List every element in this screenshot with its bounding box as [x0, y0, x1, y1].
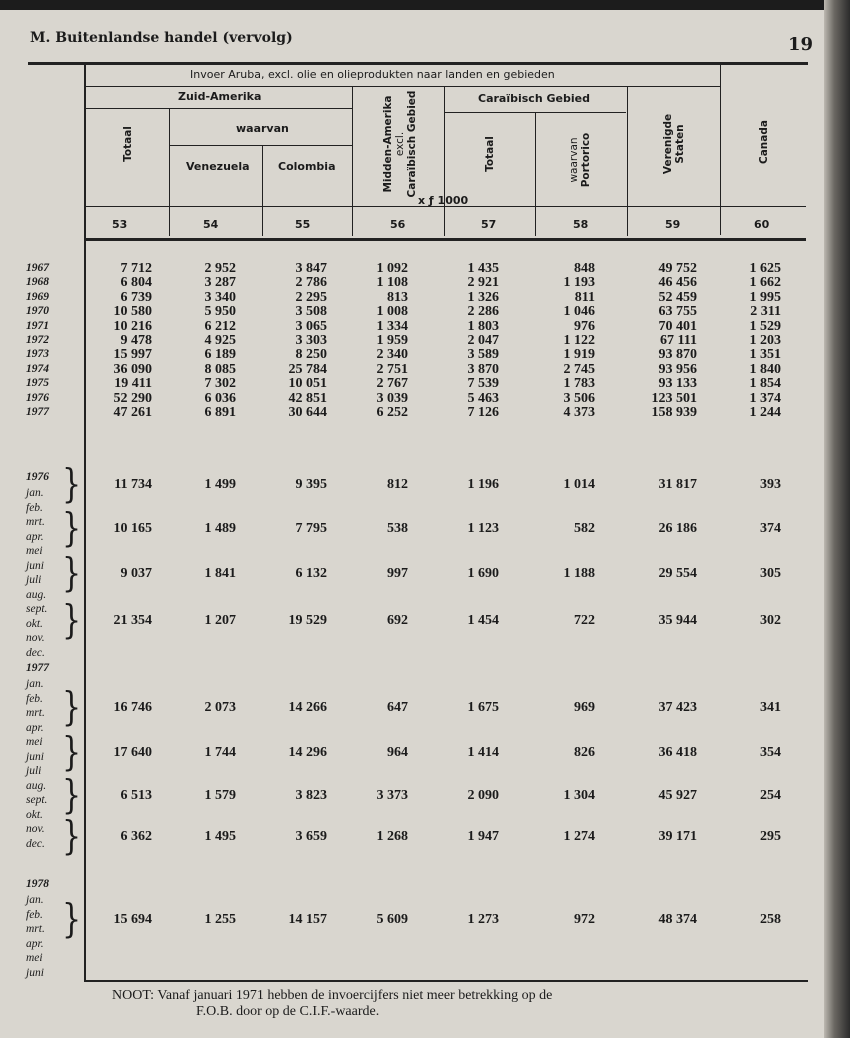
table-cell: 7 539 — [467, 376, 499, 392]
group-caraibisch: Caraïbisch Gebied — [478, 92, 590, 105]
table-cell: 692 — [387, 613, 408, 628]
col-verenigde-staten: Verenigde Staten — [662, 113, 686, 175]
table-cell: 1 919 — [563, 347, 595, 363]
row-month-label: mrt. — [26, 516, 45, 528]
table-cell: 5 463 — [467, 390, 499, 406]
table-cell: 9 037 — [120, 566, 152, 581]
table-cell: 6 252 — [376, 405, 408, 420]
table-cell: 39 171 — [658, 829, 697, 844]
table-cell: 30 644 — [288, 405, 327, 420]
column-number: 57 — [481, 218, 497, 231]
row-month-label: mei — [26, 952, 43, 964]
table-cell: 14 266 — [288, 700, 327, 715]
row-year-label: 1974 — [26, 362, 49, 375]
col-totaal-za: Totaal — [122, 126, 134, 162]
table-cell: 15 997 — [113, 347, 152, 363]
table-cell: 813 — [387, 289, 408, 305]
table-cell: 4 373 — [563, 405, 595, 420]
table-cell: 2 286 — [467, 304, 499, 320]
row-month-label: feb. — [26, 501, 43, 514]
table-cell: 997 — [387, 566, 408, 581]
row-year-label: 1977 — [26, 406, 49, 418]
row-month-label: juli — [26, 765, 42, 777]
table-cell: 46 456 — [658, 275, 697, 291]
table-cell: 3 508 — [295, 304, 327, 320]
table-cell: 1 495 — [204, 829, 236, 844]
row-month-label: jan. — [26, 894, 44, 906]
row-month-label: apr. — [26, 530, 44, 543]
row-month-label: apr. — [26, 937, 44, 950]
table-cell: 14 296 — [288, 745, 327, 760]
table-cell: 3 065 — [295, 318, 327, 334]
row-month-label: sept. — [26, 794, 48, 806]
table-cell: 17 640 — [113, 745, 152, 760]
scan-border — [0, 0, 850, 10]
header-bottom-rule — [86, 238, 806, 241]
row-year-label: 1976 — [26, 391, 49, 404]
table-cell: 31 817 — [658, 477, 697, 492]
row-month-label: mrt. — [26, 923, 45, 935]
col-portorico: waarvan Portorico — [568, 132, 592, 188]
table-cell: 1 435 — [467, 261, 499, 276]
table-cell: 976 — [574, 318, 595, 334]
table-cell: 1 662 — [749, 275, 781, 291]
table-cell: 1 625 — [749, 261, 781, 276]
table-cell: 305 — [760, 566, 781, 581]
table-cell: 52 290 — [113, 390, 152, 406]
table-cell: 1 744 — [204, 745, 236, 760]
table-cell: 538 — [387, 521, 408, 536]
table-cell: 2 340 — [376, 347, 408, 363]
table-cell: 1 841 — [204, 566, 236, 581]
table-cell: 42 851 — [288, 390, 327, 406]
table-cell: 1 092 — [376, 261, 408, 276]
table-cell: 354 — [760, 745, 781, 760]
table-cell: 3 870 — [467, 361, 499, 377]
col-totaal-cg: Totaal — [484, 136, 496, 172]
section-title: M. Buitenlandse handel (vervolg) — [30, 30, 293, 46]
table-cell: 21 354 — [113, 613, 152, 628]
table-cell: 3 823 — [295, 788, 327, 803]
table-cell: 10 051 — [288, 376, 327, 392]
row-month-label: okt. — [26, 808, 43, 821]
table-cell: 3 847 — [295, 261, 327, 276]
row-month-label: sept. — [26, 603, 48, 615]
table-cell: 1 304 — [563, 788, 595, 803]
table-cell: 582 — [574, 521, 595, 536]
table-cell: 6 132 — [295, 566, 327, 581]
table-cell: 1 489 — [204, 521, 236, 536]
table-cell: 647 — [387, 700, 408, 715]
table-cell: 254 — [760, 788, 781, 803]
table-cell: 1 203 — [749, 333, 781, 348]
table-cell: 1 854 — [749, 376, 781, 392]
row-month-label: aug. — [26, 588, 47, 601]
footnote-line-1: NOOT: Vanaf januari 1971 hebben de invoercijfers niet meer betrekking op de — [112, 988, 553, 1003]
table-cell: 67 111 — [660, 333, 697, 348]
table-cell: 302 — [760, 613, 781, 628]
column-number: 58 — [573, 218, 589, 231]
table-cell: 10 216 — [113, 318, 152, 334]
table-cell: 1 273 — [467, 912, 499, 927]
table-cell: 1 123 — [467, 521, 499, 536]
row-month-label: juni — [26, 750, 44, 763]
table-cell: 1 188 — [563, 566, 595, 581]
row-year-label: 1967 — [26, 262, 49, 274]
table-cell: 9 395 — [295, 477, 327, 492]
table-cell: 1 783 — [563, 376, 595, 392]
row-month-label: juni — [26, 559, 44, 572]
table-cell: 1 255 — [204, 912, 236, 927]
quarter-brace-icon: } — [62, 597, 82, 644]
row-month-label: nov. — [26, 632, 45, 644]
table-cell: 1 334 — [376, 318, 408, 334]
table-cell: 2 751 — [376, 361, 408, 377]
row-month-label: juli — [26, 574, 42, 586]
col-colombia: Colombia — [278, 160, 336, 173]
row-month-label: dec. — [26, 837, 45, 850]
table-cell: 1 244 — [749, 405, 781, 420]
table-cell: 6 739 — [120, 289, 152, 305]
quarter-brace-icon: } — [62, 505, 82, 552]
row-year-label: 1970 — [26, 305, 49, 318]
row-year-label: 1976 — [26, 471, 49, 483]
table-cell: 1 454 — [467, 613, 499, 628]
row-year-label: 1978 — [26, 878, 49, 890]
table-cell: 2 921 — [467, 275, 499, 291]
row-year-label: 1972 — [26, 334, 49, 346]
table-cell: 6 212 — [204, 318, 236, 334]
table-cell: 1 414 — [467, 745, 499, 760]
row-year-label: 1973 — [26, 348, 49, 361]
row-year-label: 1977 — [26, 662, 49, 674]
table-cell: 2 295 — [295, 289, 327, 305]
table-cell: 15 694 — [113, 912, 152, 927]
table-cell: 25 784 — [288, 361, 327, 377]
row-month-label: okt. — [26, 617, 43, 630]
table-cell: 6 362 — [120, 829, 152, 844]
table-cell: 6 804 — [120, 275, 152, 291]
row-month-label: aug. — [26, 779, 47, 792]
table-cell: 722 — [574, 613, 595, 628]
table-cell: 969 — [574, 700, 595, 715]
table-cell: 1 046 — [563, 304, 595, 320]
table-cell: 1 499 — [204, 477, 236, 492]
table-cell: 19 411 — [114, 376, 152, 392]
table-cell: 35 944 — [658, 613, 697, 628]
row-year-label: 1971 — [26, 319, 49, 332]
column-number: 60 — [754, 218, 770, 231]
table-cell: 295 — [760, 829, 781, 844]
table-cell: 3 373 — [376, 788, 408, 803]
table-cell: 6 189 — [204, 347, 236, 363]
table-cell: 93 870 — [658, 347, 697, 363]
table-cell: 3 659 — [295, 829, 327, 844]
table-cell: 5 950 — [204, 304, 236, 320]
table-cell: 1 193 — [563, 275, 595, 291]
col-canada: Canada — [758, 120, 770, 164]
table-cell: 10 580 — [113, 304, 152, 320]
table-title: Invoer Aruba, excl. olie en olieprodukten naar landen en gebieden — [190, 68, 555, 81]
table-cell: 4 925 — [204, 333, 236, 348]
table-cell: 45 927 — [658, 788, 697, 803]
table-cell: 2 311 — [750, 304, 781, 320]
table-cell: 8 250 — [295, 347, 327, 363]
table-cell: 2 090 — [467, 788, 499, 803]
table-cell: 158 939 — [651, 405, 697, 420]
table-cell: 26 186 — [658, 521, 697, 536]
table-cell: 19 529 — [288, 613, 327, 628]
table-cell: 2 047 — [467, 333, 499, 348]
table-cell: 812 — [387, 477, 408, 492]
row-month-label: jan. — [26, 487, 44, 499]
group-zuid-amerika: Zuid-Amerika — [178, 90, 262, 103]
quarter-brace-icon: } — [62, 461, 82, 508]
table-cell: 7 795 — [295, 521, 327, 536]
table-cell: 3 039 — [376, 390, 408, 406]
table-cell: 1 374 — [749, 390, 781, 406]
footnote-line-2: F.O.B. door op de C.I.F.-waarde. — [196, 1004, 380, 1019]
table-cell: 36 090 — [113, 361, 152, 377]
row-month-label: mrt. — [26, 707, 45, 719]
table-cell: 374 — [760, 521, 781, 536]
table-cell: 2 952 — [204, 261, 236, 276]
table-cell: 393 — [760, 477, 781, 492]
table-cell: 3 589 — [467, 347, 499, 363]
table-cell: 52 459 — [658, 289, 697, 305]
quarter-brace-icon: } — [62, 896, 82, 943]
table-cell: 1 675 — [467, 700, 499, 715]
table-cell: 63 755 — [658, 304, 697, 320]
table-cell: 1 207 — [204, 613, 236, 628]
bottom-rule — [86, 980, 808, 982]
table-cell: 1 108 — [376, 275, 408, 291]
quarter-brace-icon: } — [62, 729, 82, 776]
table-cell: 826 — [574, 745, 595, 760]
row-month-label: feb. — [26, 908, 43, 921]
table-cell: 2 786 — [295, 275, 327, 291]
table-cell: 123 501 — [651, 390, 697, 406]
table-cell: 6 036 — [204, 390, 236, 406]
table-cell: 811 — [574, 289, 595, 305]
table-cell: 848 — [574, 261, 595, 276]
table-cell: 37 423 — [658, 700, 697, 715]
table-cell: 1 014 — [563, 477, 595, 492]
row-year-label: 1968 — [26, 276, 49, 289]
table-cell: 7 302 — [204, 376, 236, 392]
table-cell: 6 891 — [204, 405, 236, 420]
column-number: 53 — [112, 218, 128, 231]
table-cell: 1 995 — [749, 289, 781, 305]
quarter-brace-icon: } — [62, 684, 82, 731]
quarter-brace-icon: } — [62, 550, 82, 597]
column-number: 55 — [295, 218, 311, 231]
table-cell: 7 126 — [467, 405, 499, 420]
table-cell: 5 609 — [376, 912, 408, 927]
table-cell: 6 513 — [120, 788, 152, 803]
table-cell: 1 351 — [749, 347, 781, 363]
table-cell: 1 529 — [749, 318, 781, 334]
page-number: 19 — [788, 34, 814, 55]
column-number: 54 — [203, 218, 219, 231]
table-cell: 1 122 — [563, 333, 595, 348]
row-month-label: dec. — [26, 646, 45, 659]
table-cell: 7 712 — [120, 261, 152, 276]
row-month-label: jan. — [26, 678, 44, 690]
table-cell: 964 — [387, 745, 408, 760]
col-midden-amerika: Midden-Amerika excl. Caraïbisch Gebied — [382, 90, 418, 198]
table-cell: 1 008 — [376, 304, 408, 320]
table-cell: 3 340 — [204, 289, 236, 305]
table-cell: 1 840 — [749, 361, 781, 377]
table-cell: 47 261 — [113, 405, 152, 420]
table-cell: 49 752 — [658, 261, 697, 276]
row-month-label: apr. — [26, 721, 44, 734]
table-cell: 1 579 — [204, 788, 236, 803]
table-cell: 1 274 — [563, 829, 595, 844]
table-cell: 29 554 — [658, 566, 697, 581]
table-cell: 3 287 — [204, 275, 236, 291]
quarter-brace-icon: } — [62, 813, 82, 860]
col-venezuela: Venezuela — [186, 160, 250, 173]
table-cell: 1 803 — [467, 318, 499, 334]
table-cell: 1 690 — [467, 566, 499, 581]
table-cell: 8 085 — [204, 361, 236, 377]
row-month-label: nov. — [26, 823, 45, 835]
unit-label: x ƒ 1000 — [418, 194, 469, 207]
table-cell: 70 401 — [658, 318, 697, 334]
quarter-brace-icon: } — [62, 772, 82, 819]
table-cell: 1 196 — [467, 477, 499, 492]
row-year-label: 1975 — [26, 377, 49, 390]
table-cell: 48 374 — [658, 912, 697, 927]
table-cell: 11 734 — [114, 477, 152, 492]
table-cell: 3 303 — [295, 333, 327, 348]
table-cell: 2 767 — [376, 376, 408, 392]
table-cell: 1 326 — [467, 289, 499, 305]
table-cell: 2 745 — [563, 361, 595, 377]
row-month-label: mei — [26, 545, 43, 557]
table-cell: 341 — [760, 700, 781, 715]
row-year-label: 1969 — [26, 290, 49, 303]
row-month-label: juni — [26, 966, 44, 979]
row-month-label: feb. — [26, 692, 43, 705]
table-cell: 93 956 — [658, 361, 697, 377]
table-cell: 2 073 — [204, 700, 236, 715]
column-number: 56 — [390, 218, 406, 231]
table-cell: 14 157 — [288, 912, 327, 927]
table-cell: 16 746 — [113, 700, 152, 715]
table-cell: 1 268 — [376, 829, 408, 844]
top-rule — [28, 62, 808, 65]
table-cell: 1 947 — [467, 829, 499, 844]
group-waarvan: waarvan — [236, 122, 289, 135]
row-month-label: mei — [26, 736, 43, 748]
table-cell: 258 — [760, 912, 781, 927]
table-cell: 10 165 — [113, 521, 152, 536]
table-cell: 1 959 — [376, 333, 408, 348]
table-cell: 972 — [574, 912, 595, 927]
table-cell: 9 478 — [120, 333, 152, 348]
column-number: 59 — [665, 218, 681, 231]
page-edge — [824, 0, 850, 1038]
table-cell: 3 506 — [563, 390, 595, 406]
table-cell: 93 133 — [658, 376, 697, 392]
table-cell: 36 418 — [658, 745, 697, 760]
